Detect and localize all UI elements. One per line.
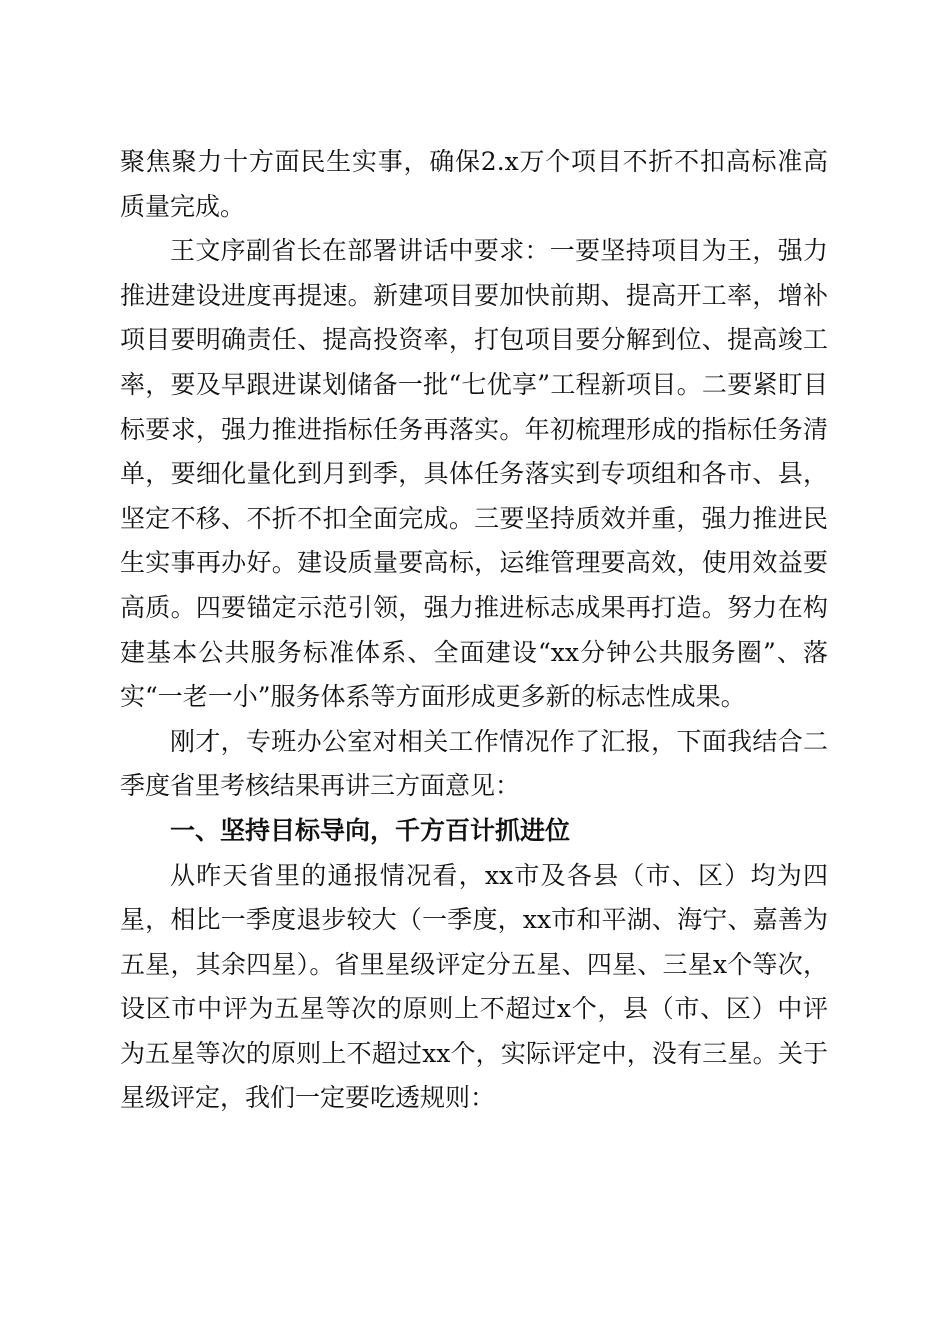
paragraph-star-rating: 从昨天省里的通报情况看，xx市及各县（市、区）均为四星，相比一季度退步较大（一季度，xx市和平湖、海宁、嘉善为五星，其余四星）。省里星级评定分五星、四星、三星x个等次，设区市中评为五星等次的原则上不超过x个，县（市、区）中评为五星等次的原则上不超过xx个，实际评定中，没有三星。关于星级评定，我们一定要吃透规则：	[120, 860, 828, 1113]
paragraph-vice-governor-requirements: 王文序副省长在部署讲话中要求：一要坚持项目为王，强力推进建设进度再提速。新建项目要加快前期、提高开工率，增补项目要明确责任、提高投资率，打包项目要分解到位、提高竣工率，要及早跟进谋划储备一批“七优享”工程新项目。二要紧盯目标要求，强力推进指标任务再落实。年初梳理形成的指标任务清单，要细化量化到月到季，具体任务落实到专项组和各市、县，坚定不移、不折不扣全面完成。三要坚持质效并重，强力推进民生实事再办好。建设质量要高标，运维管理要高效，使用效益要高质。四要锚定示范引领，强力推进标志成果再打造。努力在构建基本公共服务标准体系、全面建设“xx分钟公共服务圈”、落实“一老一小”服务体系等方面形成更多新的标志性成果。	[120, 236, 828, 712]
section-heading-1: 一、坚持目标导向，千方百计抓进位	[170, 815, 571, 845]
paragraph-report-intro: 刚才，专班办公室对相关工作情况作了汇报，下面我结合二季度省里考核结果再讲三方面意见：	[120, 726, 828, 801]
paragraph-continuation: 聚焦聚力十方面民生实事，确保2.x万个项目不折不扣高标准高质量完成。	[120, 147, 828, 221]
document-page	[120, 140, 828, 1121]
